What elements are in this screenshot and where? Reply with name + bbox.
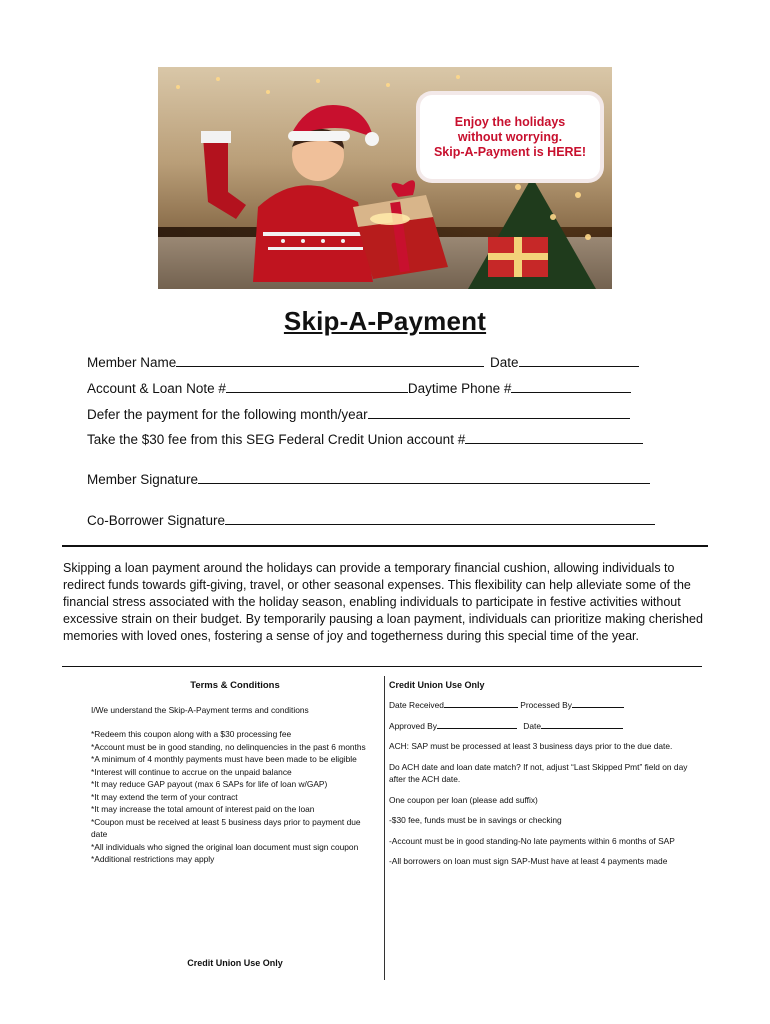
coborrower-signature-row <box>87 512 655 528</box>
date-received-field[interactable] <box>444 699 518 708</box>
list-item: *Account must be in good standing, no delinquencies in the past 6 months <box>91 741 366 752</box>
list-item: ACH: SAP must be processed at least 3 business days prior to the due date. <box>389 741 673 751</box>
approved-by-label: Approved By <box>389 720 437 731</box>
holiday-callout-bubble <box>420 95 600 179</box>
page-title: Skip-A-Payment <box>283 306 487 336</box>
fee-account-row <box>87 431 643 447</box>
list-item: -All borrowers on loan must sign SAP-Must have at least 4 payments made <box>389 856 668 866</box>
date-field[interactable] <box>519 354 639 367</box>
list-item: -$30 fee, funds must be in savings or checking <box>389 815 562 825</box>
approved-by-field[interactable] <box>437 720 517 729</box>
approval-date-field[interactable] <box>541 720 623 729</box>
defer-payment-label: Defer the payment for the following month/year <box>87 407 368 422</box>
fee-account-field[interactable] <box>465 431 643 444</box>
list-item: Do ACH date and loan date match? If not, adjust “Last Skipped Pmt” field on day after the ACH date. <box>389 761 688 784</box>
callout-line-1: Enjoy the holidays <box>454 114 566 129</box>
list-item: -Account must be in good standing-No late payments within 6 months of SAP <box>389 835 675 846</box>
terms-intro: I/We understand the Skip-A-Payment terms and conditions <box>91 705 309 715</box>
list-item: *All individuals who signed the original loan document must sign coupon <box>91 841 359 852</box>
date-label: Date <box>490 355 519 370</box>
callout-line-2: without worrying. <box>457 129 563 144</box>
list-item: *It may extend the term of your contract <box>91 791 238 802</box>
fee-account-label: Take the $30 fee from this SEG Federal Credit Union account # <box>87 432 466 447</box>
list-item: *A minimum of 4 monthly payments must have been made to be eligible <box>91 754 357 764</box>
member-name-label: Member Name <box>87 355 177 370</box>
callout-line-3: Skip-A-Payment is HERE! <box>433 144 587 159</box>
column-divider <box>384 676 385 980</box>
approved-by-row <box>389 720 689 733</box>
section-divider-bottom <box>62 666 702 667</box>
list-item: *It may reduce GAP payout (max 6 SAPs for life of loan w/GAP) <box>91 779 328 789</box>
account-loan-note-field[interactable] <box>226 380 408 393</box>
list-item: One coupon per loan (please add suffix) <box>389 794 538 805</box>
list-item: *Redeem this coupon along with a $30 processing fee <box>91 729 292 739</box>
member-name-field[interactable] <box>176 354 484 367</box>
member-signature-field[interactable] <box>198 471 650 484</box>
account-phone-row <box>87 380 631 396</box>
list-item: *It may increase the total amount of interest paid on the loan <box>91 804 315 814</box>
approval-date-label: Date <box>523 720 541 731</box>
list-item: *Additional restrictions may apply <box>91 854 215 864</box>
terms-title: Terms & Conditions <box>190 680 280 691</box>
date-received-row <box>389 699 689 712</box>
daytime-phone-field[interactable] <box>511 380 631 393</box>
credit-union-use-only-label: Credit Union Use Only <box>187 958 283 968</box>
processed-by-label: Processed By <box>520 700 572 710</box>
member-signature-label: Member Signature <box>87 472 199 487</box>
account-loan-note-label: Account & Loan Note # <box>87 381 226 396</box>
list-item: *Interest will continue to accrue on the unpaid balance <box>91 766 292 777</box>
section-divider-top <box>62 545 708 547</box>
coborrower-signature-field[interactable] <box>225 512 655 525</box>
date-received-label: Date Received <box>389 700 444 710</box>
defer-payment-field[interactable] <box>368 406 630 419</box>
list-item: *Coupon must be received at least 5 business days prior to payment due date <box>91 816 361 839</box>
member-name-row <box>87 354 639 370</box>
description-paragraph: Skipping a loan payment around the holidays can provide a temporary financial cushion, allowing individuals to redirect funds towards gift-giving, travel, or other seasonal expenses. This flexibility can help alleviate some of the financial stress associated with the holiday season, enabling individuals to participate in festive activities without excessive strain on their budget. By temporarily pausing a loan payment, individuals can prioritize making cherished memories with loved ones, fostering a sense of joy and togetherness during this special time of the year. <box>63 561 703 643</box>
coborrower-signature-label: Co-Borrower Signature <box>87 513 226 528</box>
defer-payment-row <box>87 406 630 422</box>
credit-union-section-title: Credit Union Use Only <box>389 680 485 690</box>
holiday-banner-image <box>158 67 612 289</box>
daytime-phone-label: Daytime Phone # <box>407 381 512 396</box>
member-signature-row <box>87 471 650 487</box>
processed-by-field[interactable] <box>572 699 624 708</box>
terms-list <box>91 728 371 866</box>
credit-union-list <box>389 699 689 876</box>
